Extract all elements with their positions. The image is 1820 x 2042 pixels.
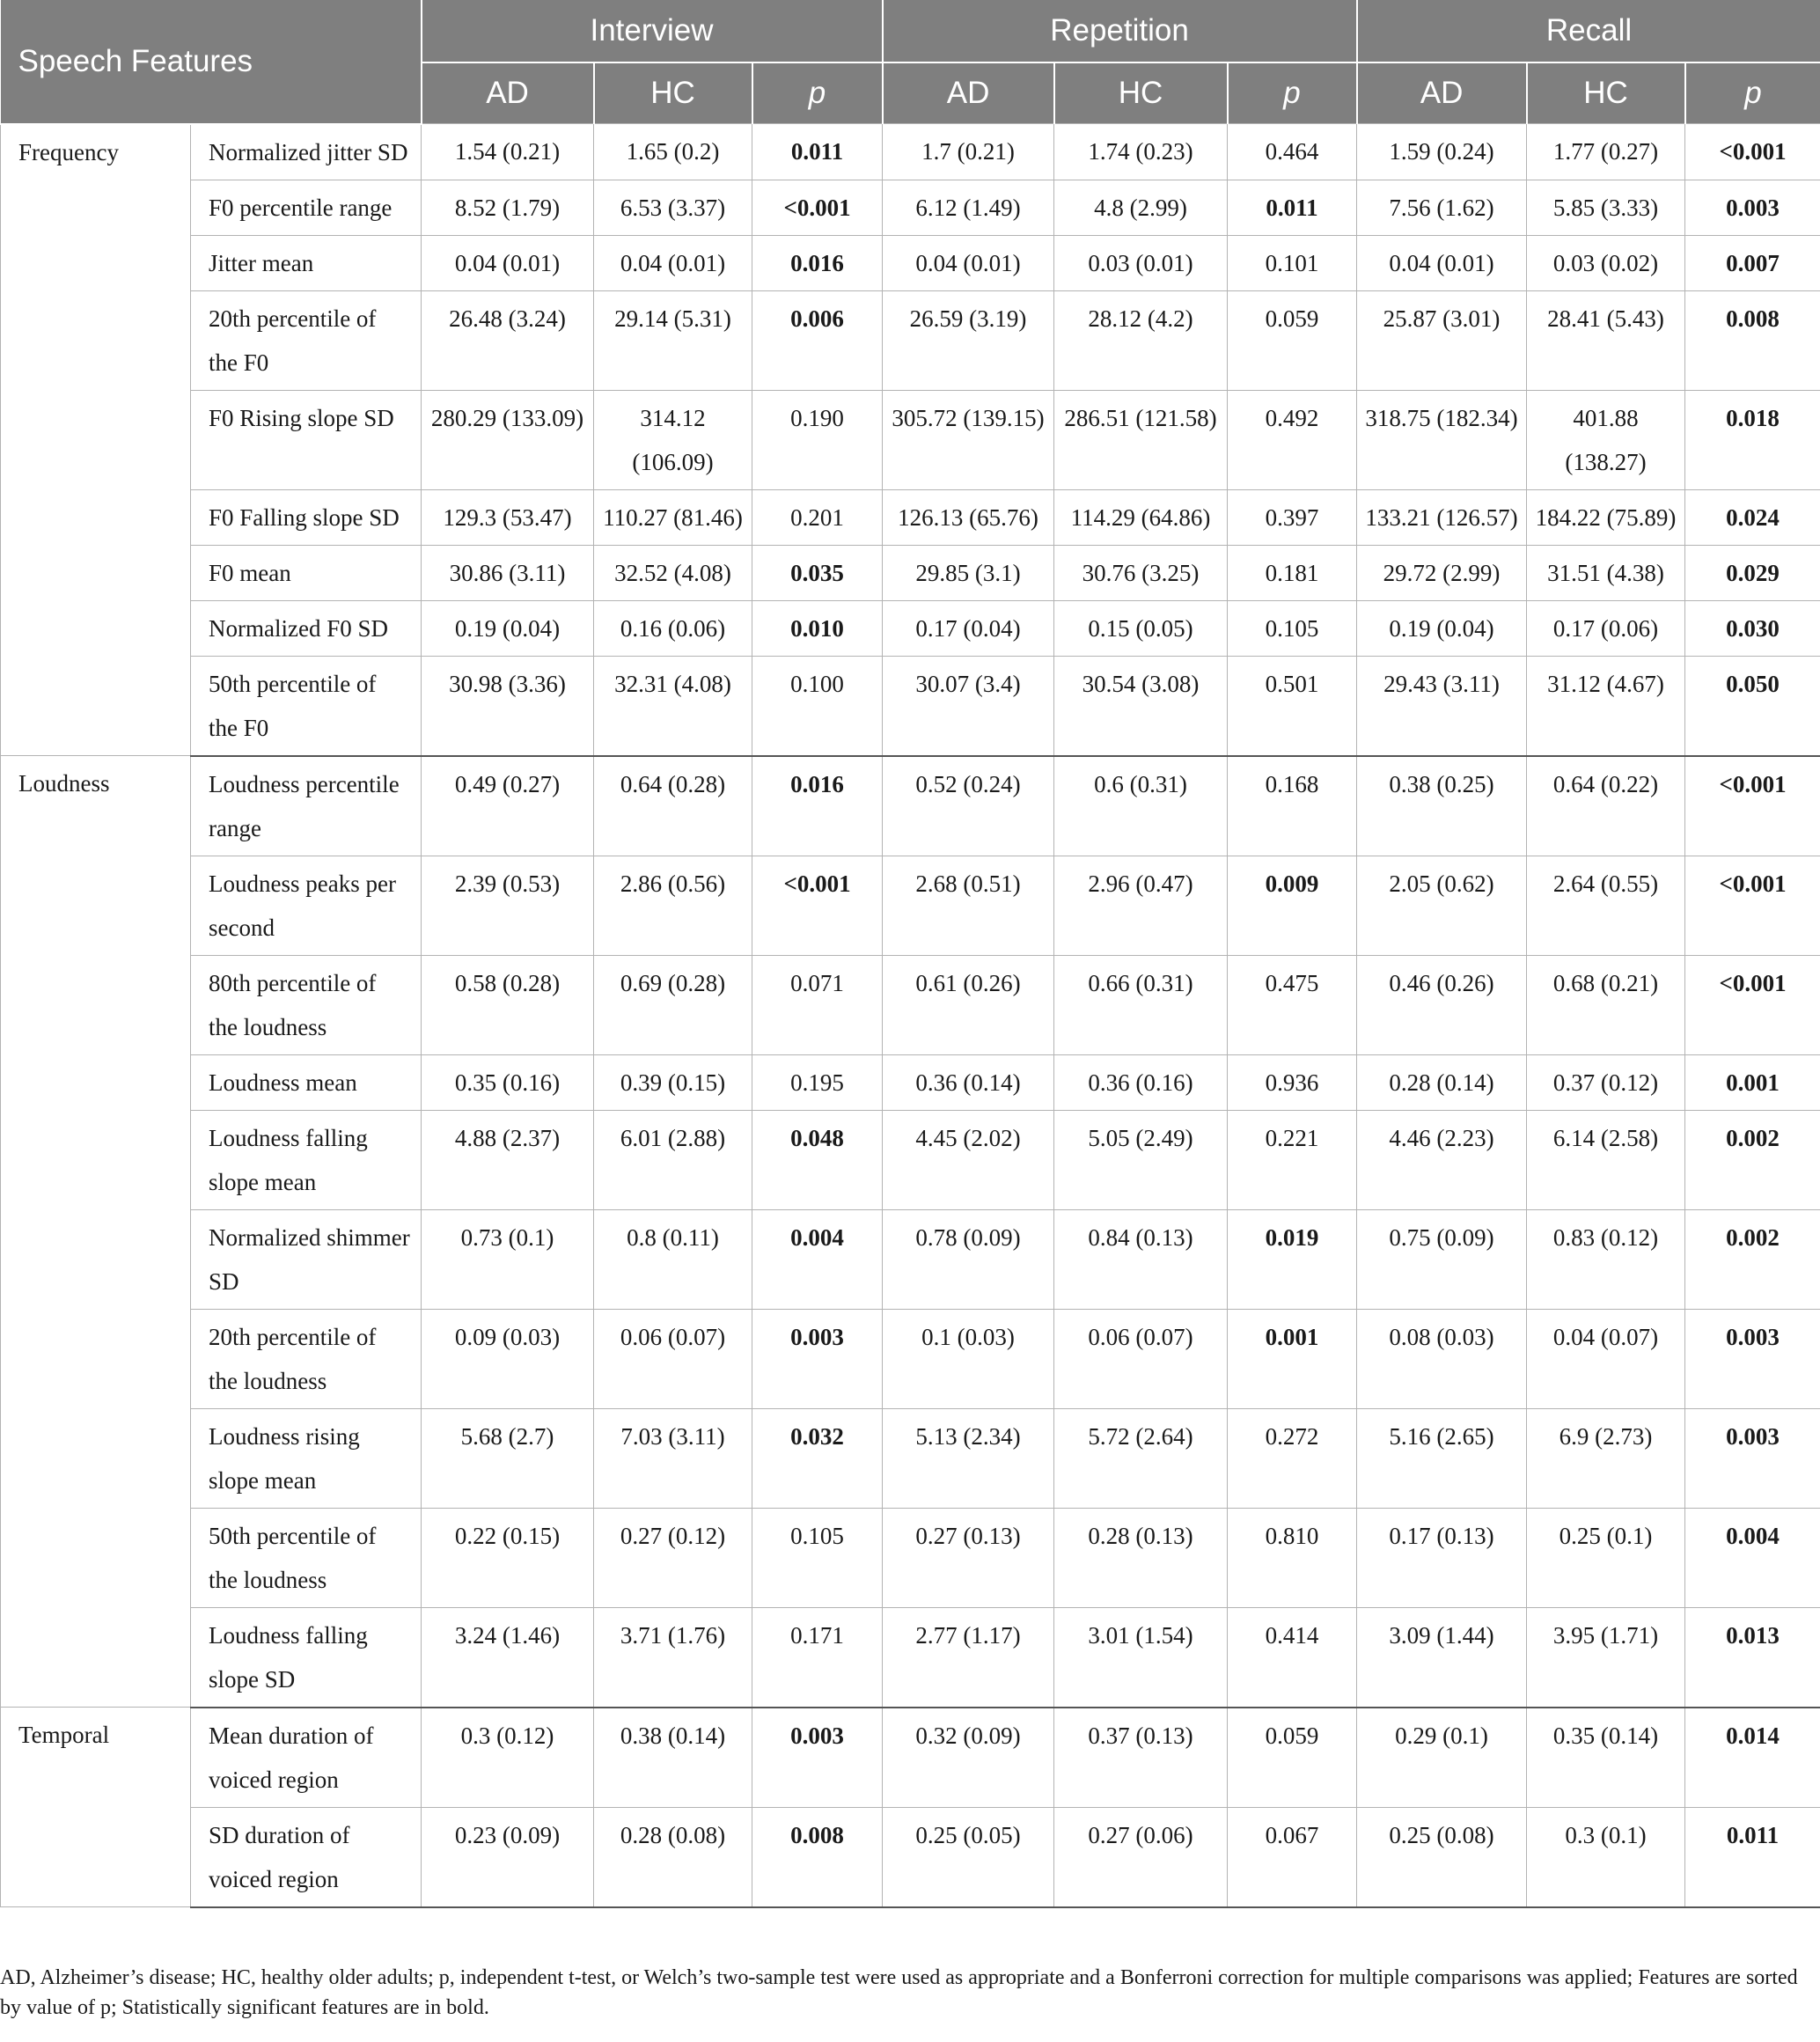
value-cell: 0.8 (0.11)	[594, 1209, 752, 1309]
feature-name: Loudness falling slope SD	[191, 1607, 422, 1708]
value-cell: 0.04 (0.01)	[1357, 235, 1527, 290]
value-cell: 0.25 (0.08)	[1357, 1807, 1527, 1907]
value-cell: 30.07 (3.4)	[883, 656, 1054, 756]
value-cell: 2.96 (0.47)	[1054, 856, 1228, 955]
value-cell: 2.77 (1.17)	[883, 1607, 1054, 1708]
value-cell: 0.35 (0.14)	[1527, 1708, 1685, 1808]
value-cell: 5.68 (2.7)	[422, 1408, 594, 1508]
p-value-cell: 0.004	[752, 1209, 883, 1309]
p-value-cell: 0.002	[1685, 1209, 1820, 1309]
table-row	[1, 1607, 1820, 1708]
feature-name: SD duration of voiced region	[191, 1807, 422, 1907]
value-cell: 0.36 (0.16)	[1054, 1054, 1228, 1110]
feature-name: Jitter mean	[191, 235, 422, 290]
value-cell: 0.29 (0.1)	[1357, 1708, 1527, 1808]
value-cell: 318.75 (182.34)	[1357, 390, 1527, 489]
value-cell: 7.56 (1.62)	[1357, 180, 1527, 235]
value-cell: 0.04 (0.01)	[422, 235, 594, 290]
group-header-recall: Recall	[1357, 0, 1820, 62]
value-cell: 0.08 (0.03)	[1357, 1309, 1527, 1408]
value-cell: 0.37 (0.13)	[1054, 1708, 1228, 1808]
feature-name: 80th percentile of the loudness	[191, 955, 422, 1054]
value-cell: 6.14 (2.58)	[1527, 1110, 1685, 1209]
value-cell: 0.84 (0.13)	[1054, 1209, 1228, 1309]
value-cell: 0.27 (0.12)	[594, 1508, 752, 1607]
value-cell: 0.3 (0.1)	[1527, 1807, 1685, 1907]
value-cell: 32.31 (4.08)	[594, 656, 752, 756]
p-value-cell: <0.001	[752, 856, 883, 955]
subheader-p: p	[1685, 62, 1820, 124]
table-row	[1, 545, 1820, 600]
p-value-cell: 0.195	[752, 1054, 883, 1110]
table-row	[1, 124, 1820, 180]
table-row	[1, 235, 1820, 290]
value-cell: 25.87 (3.01)	[1357, 290, 1527, 390]
value-cell: 1.54 (0.21)	[422, 124, 594, 180]
value-cell: 401.88 (138.27)	[1527, 390, 1685, 489]
p-value-cell: 0.001	[1228, 1309, 1357, 1408]
value-cell: 2.86 (0.56)	[594, 856, 752, 955]
feature-name: F0 mean	[191, 545, 422, 600]
p-value-cell: 0.002	[1685, 1110, 1820, 1209]
value-cell: 126.13 (65.76)	[883, 489, 1054, 545]
p-value-cell: 0.007	[1685, 235, 1820, 290]
value-cell: 0.38 (0.14)	[594, 1708, 752, 1808]
value-cell: 6.12 (1.49)	[883, 180, 1054, 235]
p-value-cell: 0.003	[752, 1309, 883, 1408]
p-value-cell: 0.008	[1685, 290, 1820, 390]
p-value-cell: 0.014	[1685, 1708, 1820, 1808]
value-cell: 32.52 (4.08)	[594, 545, 752, 600]
value-cell: 0.09 (0.03)	[422, 1309, 594, 1408]
p-value-cell: <0.001	[752, 180, 883, 235]
value-cell: 314.12 (106.09)	[594, 390, 752, 489]
section-label: Frequency	[1, 124, 191, 756]
value-cell: 0.46 (0.26)	[1357, 955, 1527, 1054]
value-cell: 0.25 (0.1)	[1527, 1508, 1685, 1607]
table-row	[1, 856, 1820, 955]
value-cell: 286.51 (121.58)	[1054, 390, 1228, 489]
value-cell: 3.71 (1.76)	[594, 1607, 752, 1708]
table-row	[1, 390, 1820, 489]
value-cell: 4.8 (2.99)	[1054, 180, 1228, 235]
feature-name: Loudness rising slope mean	[191, 1408, 422, 1508]
value-cell: 28.41 (5.43)	[1527, 290, 1685, 390]
p-value-cell: 0.414	[1228, 1607, 1357, 1708]
p-value-cell: 0.011	[1685, 1807, 1820, 1907]
table-row	[1, 1807, 1820, 1907]
value-cell: 0.19 (0.04)	[422, 600, 594, 656]
p-value-cell: 0.464	[1228, 124, 1357, 180]
value-cell: 1.65 (0.2)	[594, 124, 752, 180]
p-value-cell: 0.059	[1228, 290, 1357, 390]
p-value-cell: 0.190	[752, 390, 883, 489]
value-cell: 0.04 (0.01)	[594, 235, 752, 290]
value-cell: 29.85 (3.1)	[883, 545, 1054, 600]
value-cell: 0.03 (0.01)	[1054, 235, 1228, 290]
value-cell: 30.76 (3.25)	[1054, 545, 1228, 600]
value-cell: 0.27 (0.13)	[883, 1508, 1054, 1607]
value-cell: 0.17 (0.04)	[883, 600, 1054, 656]
p-value-cell: 0.071	[752, 955, 883, 1054]
value-cell: 0.64 (0.28)	[594, 756, 752, 856]
value-cell: 5.13 (2.34)	[883, 1408, 1054, 1508]
p-value-cell: 0.011	[1228, 180, 1357, 235]
p-value-cell: <0.001	[1685, 124, 1820, 180]
value-cell: 110.27 (81.46)	[594, 489, 752, 545]
value-cell: 305.72 (139.15)	[883, 390, 1054, 489]
p-value-cell: 0.011	[752, 124, 883, 180]
subheader-hc: HC	[1527, 62, 1685, 124]
p-value-cell: 0.003	[1685, 1408, 1820, 1508]
subheader-p: p	[1228, 62, 1357, 124]
value-cell: 0.03 (0.02)	[1527, 235, 1685, 290]
value-cell: 0.49 (0.27)	[422, 756, 594, 856]
value-cell: 0.3 (0.12)	[422, 1708, 594, 1808]
table-footnote: AD, Alzheimer’s disease; HC, healthy older adults; p, independent t-test, or Welch’s two-sample test were used as appropriate and a Bonferroni correction for multiple comparisons was applied; Features are sorted by value of p; Statistically significant features are in bold.	[0, 1966, 1798, 2019]
value-cell: 2.39 (0.53)	[422, 856, 594, 955]
feature-name: F0 Falling slope SD	[191, 489, 422, 545]
value-cell: 0.25 (0.05)	[883, 1807, 1054, 1907]
value-cell: 4.88 (2.37)	[422, 1110, 594, 1209]
corner-header: Speech Features	[1, 0, 422, 124]
value-cell: 0.68 (0.21)	[1527, 955, 1685, 1054]
value-cell: 0.36 (0.14)	[883, 1054, 1054, 1110]
value-cell: 0.28 (0.13)	[1054, 1508, 1228, 1607]
feature-name: 20th percentile of the F0	[191, 290, 422, 390]
value-cell: 0.64 (0.22)	[1527, 756, 1685, 856]
section-label: Loudness	[1, 756, 191, 1708]
table-row	[1, 1708, 1820, 1808]
value-cell: 0.22 (0.15)	[422, 1508, 594, 1607]
value-cell: 1.74 (0.23)	[1054, 124, 1228, 180]
p-value-cell: 0.024	[1685, 489, 1820, 545]
p-value-cell: 0.016	[752, 235, 883, 290]
p-value-cell: 0.030	[1685, 600, 1820, 656]
subheader-ad: AD	[883, 62, 1054, 124]
p-value-cell: 0.059	[1228, 1708, 1357, 1808]
p-value-cell: 0.001	[1685, 1054, 1820, 1110]
value-cell: 0.38 (0.25)	[1357, 756, 1527, 856]
value-cell: 29.72 (2.99)	[1357, 545, 1527, 600]
value-cell: 28.12 (4.2)	[1054, 290, 1228, 390]
table-row	[1, 1209, 1820, 1309]
value-cell: 0.17 (0.06)	[1527, 600, 1685, 656]
value-cell: 31.12 (4.67)	[1527, 656, 1685, 756]
p-value-cell: 0.009	[1228, 856, 1357, 955]
feature-name: Normalized shimmer SD	[191, 1209, 422, 1309]
value-cell: 30.98 (3.36)	[422, 656, 594, 756]
feature-name: F0 Rising slope SD	[191, 390, 422, 489]
table-row	[1, 290, 1820, 390]
table-row	[1, 1054, 1820, 1110]
group-header-interview: Interview	[422, 0, 883, 62]
p-value-cell: 0.105	[1228, 600, 1357, 656]
p-value-cell: 0.048	[752, 1110, 883, 1209]
p-value-cell: 0.201	[752, 489, 883, 545]
value-cell: 0.39 (0.15)	[594, 1054, 752, 1110]
value-cell: 0.23 (0.09)	[422, 1807, 594, 1907]
p-value-cell: 0.168	[1228, 756, 1357, 856]
value-cell: 2.64 (0.55)	[1527, 856, 1685, 955]
value-cell: 0.28 (0.08)	[594, 1807, 752, 1907]
value-cell: 0.27 (0.06)	[1054, 1807, 1228, 1907]
table-row	[1, 1309, 1820, 1408]
p-value-cell: 0.016	[752, 756, 883, 856]
value-cell: 3.01 (1.54)	[1054, 1607, 1228, 1708]
value-cell: 30.54 (3.08)	[1054, 656, 1228, 756]
table-row	[1, 955, 1820, 1054]
table-body	[1, 124, 1820, 1907]
value-cell: 0.15 (0.05)	[1054, 600, 1228, 656]
feature-name: Loudness falling slope mean	[191, 1110, 422, 1209]
value-cell: 26.48 (3.24)	[422, 290, 594, 390]
p-value-cell: 0.101	[1228, 235, 1357, 290]
table-row	[1, 600, 1820, 656]
feature-name: 50th percentile of the loudness	[191, 1508, 422, 1607]
subheader-ad: AD	[1357, 62, 1527, 124]
feature-name: F0 percentile range	[191, 180, 422, 235]
value-cell: 3.09 (1.44)	[1357, 1607, 1527, 1708]
p-value-cell: 0.492	[1228, 390, 1357, 489]
value-cell: 133.21 (126.57)	[1357, 489, 1527, 545]
value-cell: 129.3 (53.47)	[422, 489, 594, 545]
p-value-cell: <0.001	[1685, 955, 1820, 1054]
value-cell: 184.22 (75.89)	[1527, 489, 1685, 545]
value-cell: 6.01 (2.88)	[594, 1110, 752, 1209]
value-cell: 1.59 (0.24)	[1357, 124, 1527, 180]
value-cell: 7.03 (3.11)	[594, 1408, 752, 1508]
value-cell: 0.35 (0.16)	[422, 1054, 594, 1110]
subheader-ad: AD	[422, 62, 594, 124]
p-value-cell: 0.221	[1228, 1110, 1357, 1209]
value-cell: 29.14 (5.31)	[594, 290, 752, 390]
table-row	[1, 1508, 1820, 1607]
p-value-cell: 0.008	[752, 1807, 883, 1907]
value-cell: 0.06 (0.07)	[594, 1309, 752, 1408]
value-cell: 0.83 (0.12)	[1527, 1209, 1685, 1309]
value-cell: 0.04 (0.01)	[883, 235, 1054, 290]
value-cell: 30.86 (3.11)	[422, 545, 594, 600]
value-cell: 0.69 (0.28)	[594, 955, 752, 1054]
value-cell: 0.66 (0.31)	[1054, 955, 1228, 1054]
value-cell: 0.28 (0.14)	[1357, 1054, 1527, 1110]
p-value-cell: 0.004	[1685, 1508, 1820, 1607]
table-row	[1, 489, 1820, 545]
value-cell: 0.73 (0.1)	[422, 1209, 594, 1309]
p-value-cell: 0.006	[752, 290, 883, 390]
value-cell: 2.05 (0.62)	[1357, 856, 1527, 955]
value-cell: 31.51 (4.38)	[1527, 545, 1685, 600]
value-cell: 0.78 (0.09)	[883, 1209, 1054, 1309]
value-cell: 2.68 (0.51)	[883, 856, 1054, 955]
p-value-cell: 0.100	[752, 656, 883, 756]
table-row	[1, 1408, 1820, 1508]
value-cell: 5.85 (3.33)	[1527, 180, 1685, 235]
value-cell: 3.24 (1.46)	[422, 1607, 594, 1708]
value-cell: 0.37 (0.12)	[1527, 1054, 1685, 1110]
p-value-cell: 0.010	[752, 600, 883, 656]
feature-name: 50th percentile of the F0	[191, 656, 422, 756]
value-cell: 5.72 (2.64)	[1054, 1408, 1228, 1508]
p-value-cell: 0.003	[1685, 180, 1820, 235]
value-cell: 6.53 (3.37)	[594, 180, 752, 235]
group-header-repetition: Repetition	[883, 0, 1357, 62]
p-value-cell: 0.475	[1228, 955, 1357, 1054]
p-value-cell: 0.181	[1228, 545, 1357, 600]
value-cell: 0.19 (0.04)	[1357, 600, 1527, 656]
p-value-cell: 0.013	[1685, 1607, 1820, 1708]
feature-name: Normalized F0 SD	[191, 600, 422, 656]
value-cell: 0.16 (0.06)	[594, 600, 752, 656]
value-cell: 4.45 (2.02)	[883, 1110, 1054, 1209]
value-cell: 0.06 (0.07)	[1054, 1309, 1228, 1408]
value-cell: 29.43 (3.11)	[1357, 656, 1527, 756]
value-cell: 5.05 (2.49)	[1054, 1110, 1228, 1209]
p-value-cell: 0.105	[752, 1508, 883, 1607]
value-cell: 0.52 (0.24)	[883, 756, 1054, 856]
value-cell: 0.61 (0.26)	[883, 955, 1054, 1054]
feature-name: Normalized jitter SD	[191, 124, 422, 180]
p-value-cell: 0.029	[1685, 545, 1820, 600]
p-value-cell: 0.032	[752, 1408, 883, 1508]
value-cell: 8.52 (1.79)	[422, 180, 594, 235]
value-cell: 0.32 (0.09)	[883, 1708, 1054, 1808]
p-value-cell: 0.171	[752, 1607, 883, 1708]
p-value-cell: 0.501	[1228, 656, 1357, 756]
value-cell: 0.6 (0.31)	[1054, 756, 1228, 856]
p-value-cell: 0.003	[1685, 1309, 1820, 1408]
p-value-cell: 0.936	[1228, 1054, 1357, 1110]
p-value-cell: 0.003	[752, 1708, 883, 1808]
p-value-cell: 0.050	[1685, 656, 1820, 756]
value-cell: 1.7 (0.21)	[883, 124, 1054, 180]
value-cell: 26.59 (3.19)	[883, 290, 1054, 390]
p-value-cell: 0.019	[1228, 1209, 1357, 1309]
p-value-cell: 0.067	[1228, 1807, 1357, 1907]
section-label: Temporal	[1, 1708, 191, 1907]
value-cell: 6.9 (2.73)	[1527, 1408, 1685, 1508]
table-row	[1, 1110, 1820, 1209]
p-value-cell: 0.272	[1228, 1408, 1357, 1508]
subheader-p: p	[752, 62, 883, 124]
value-cell: 1.77 (0.27)	[1527, 124, 1685, 180]
feature-name: Loudness mean	[191, 1054, 422, 1110]
p-value-cell: 0.810	[1228, 1508, 1357, 1607]
value-cell: 280.29 (133.09)	[422, 390, 594, 489]
value-cell: 3.95 (1.71)	[1527, 1607, 1685, 1708]
p-value-cell: 0.035	[752, 545, 883, 600]
p-value-cell: <0.001	[1685, 756, 1820, 856]
table-row	[1, 756, 1820, 856]
value-cell: 0.1 (0.03)	[883, 1309, 1054, 1408]
value-cell: 0.17 (0.13)	[1357, 1508, 1527, 1607]
feature-name: 20th percentile of the loudness	[191, 1309, 422, 1408]
p-value-cell: <0.001	[1685, 856, 1820, 955]
subheader-hc: HC	[1054, 62, 1228, 124]
value-cell: 4.46 (2.23)	[1357, 1110, 1527, 1209]
value-cell: 114.29 (64.86)	[1054, 489, 1228, 545]
p-value-cell: 0.397	[1228, 489, 1357, 545]
value-cell: 0.04 (0.07)	[1527, 1309, 1685, 1408]
feature-name: Loudness percentile range	[191, 756, 422, 856]
value-cell: 5.16 (2.65)	[1357, 1408, 1527, 1508]
feature-name: Mean duration of voiced region	[191, 1708, 422, 1808]
value-cell: 0.75 (0.09)	[1357, 1209, 1527, 1309]
table-row	[1, 656, 1820, 756]
feature-name: Loudness peaks per second	[191, 856, 422, 955]
table-row	[1, 180, 1820, 235]
p-value-cell: 0.018	[1685, 390, 1820, 489]
subheader-hc: HC	[594, 62, 752, 124]
value-cell: 0.58 (0.28)	[422, 955, 594, 1054]
